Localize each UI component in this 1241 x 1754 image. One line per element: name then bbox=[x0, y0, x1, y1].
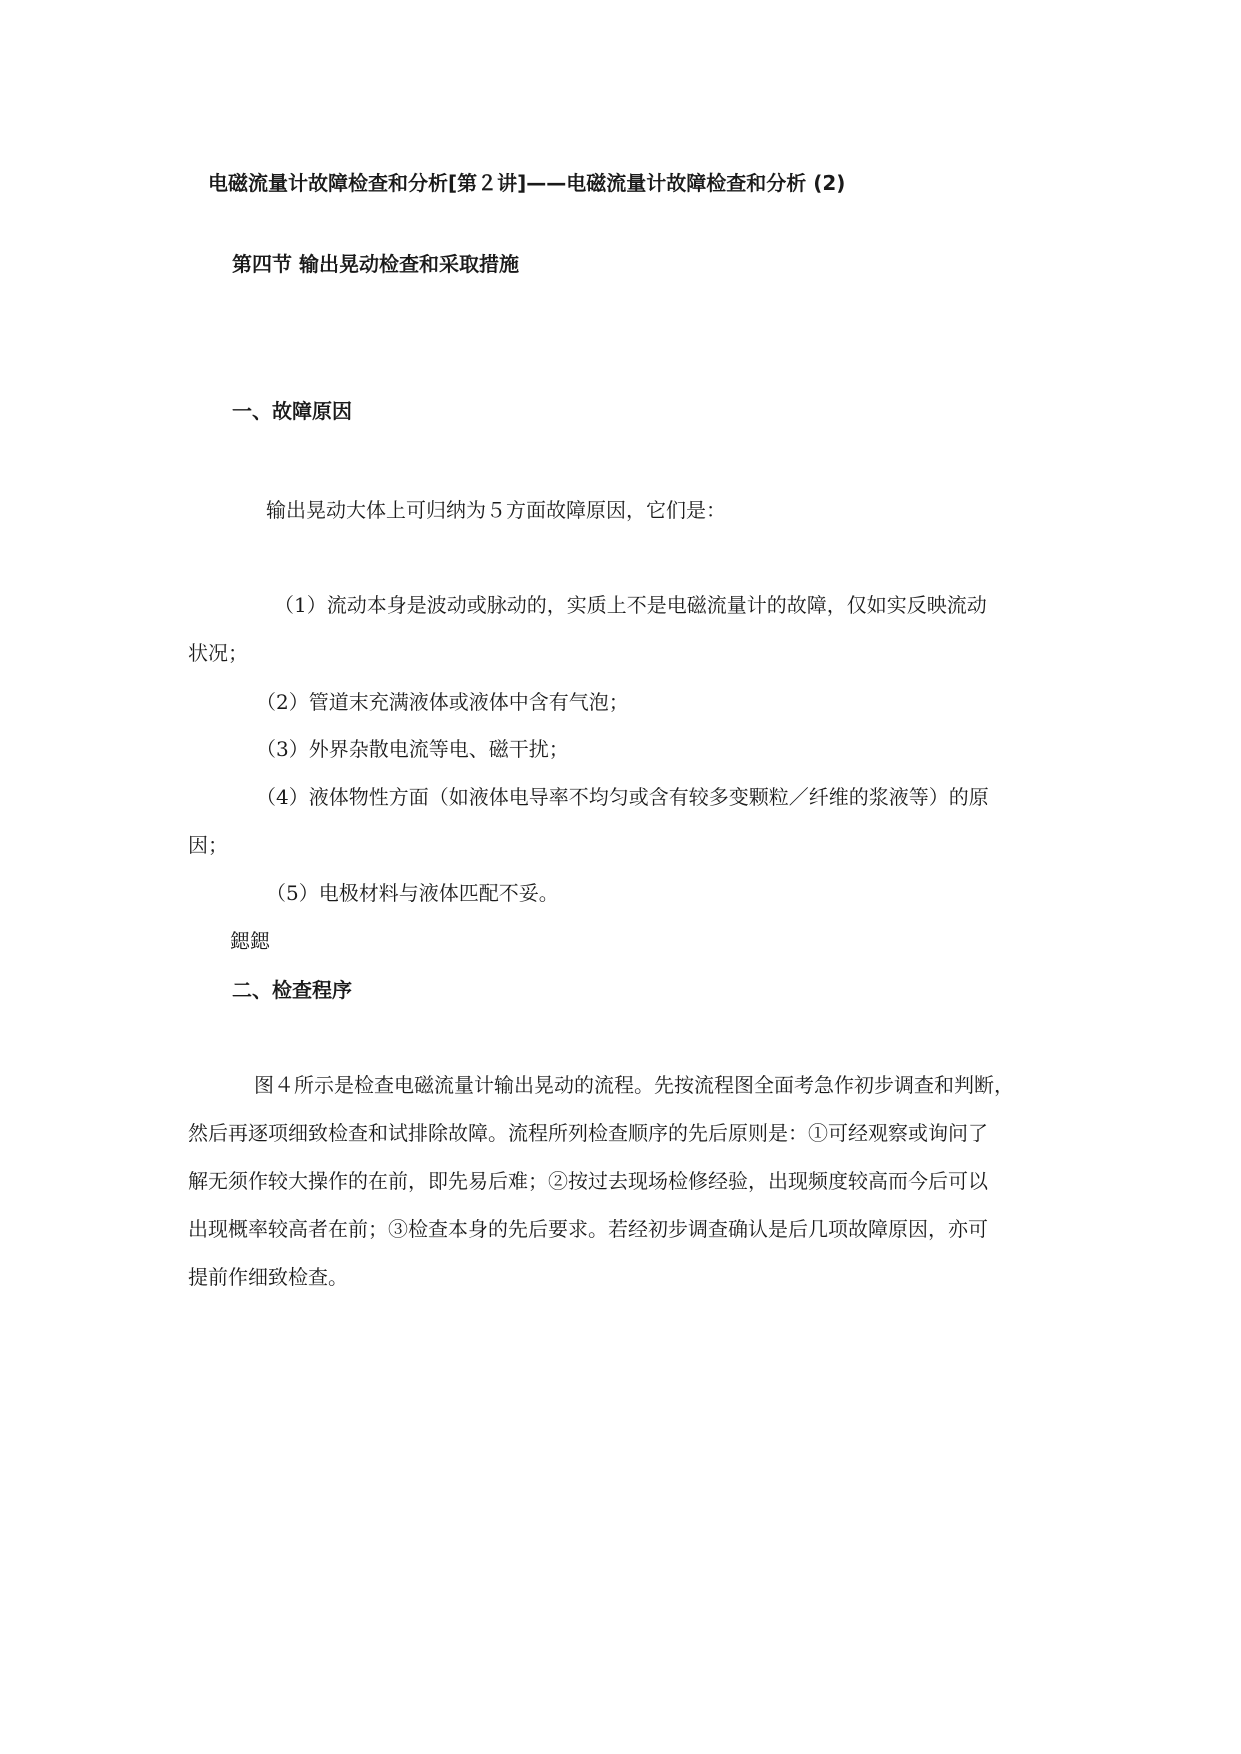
list-item-4-line2: 因； bbox=[188, 833, 228, 857]
stray-text: 鍶鍶 bbox=[230, 929, 270, 953]
list-item-5: （5）电极材料与液体匹配不妥。 bbox=[266, 881, 559, 905]
list-item-4-line1: （4）液体物性方面（如液体电导率不均匀或含有较多变颗粒／纤维的浆液等）的原 bbox=[256, 785, 989, 809]
paragraph-line-3: 解无须作较大操作的在前，即先易后难；②按过去现场检修经验，出现频度较高而今后可以 bbox=[188, 1169, 988, 1193]
part1-heading: 一、故障原因 bbox=[232, 399, 352, 423]
section-heading: 第四节 输出晃动检查和采取措施 bbox=[232, 252, 519, 276]
list-item-3: （3）外界杂散电流等电、磁干扰； bbox=[256, 737, 569, 761]
paragraph-line-4: 出现概率较高者在前；③检查本身的先后要求。若经初步调查确认是后几项故障原因，亦可 bbox=[188, 1217, 988, 1241]
list-item-1-line1: （1）流动本身是波动或脉动的，实质上不是电磁流量计的故障，仅如实反映流动 bbox=[274, 593, 987, 617]
list-item-1-line2: 状况； bbox=[188, 641, 248, 665]
paragraph-line-2: 然后再逐项细致检查和试排除故障。流程所列检查顺序的先后原则是：①可经观察或询问了 bbox=[188, 1121, 988, 1145]
paragraph-line-5: 提前作细致检查。 bbox=[188, 1265, 348, 1289]
paragraph-line-1: 图４所示是检查电磁流量计输出晃动的流程。先按流程图全面考急作初步调查和判断， bbox=[254, 1073, 1014, 1097]
document-title: 电磁流量计故障检查和分析[第２讲]——电磁流量计故障检查和分析 (2) bbox=[208, 171, 846, 195]
part1-intro: 输出晃动大体上可归纳为５方面故障原因，它们是： bbox=[266, 498, 726, 522]
list-item-2: （2）管道末充满液体或液体中含有气泡； bbox=[256, 690, 629, 714]
part2-heading: 二、检查程序 bbox=[232, 978, 352, 1002]
